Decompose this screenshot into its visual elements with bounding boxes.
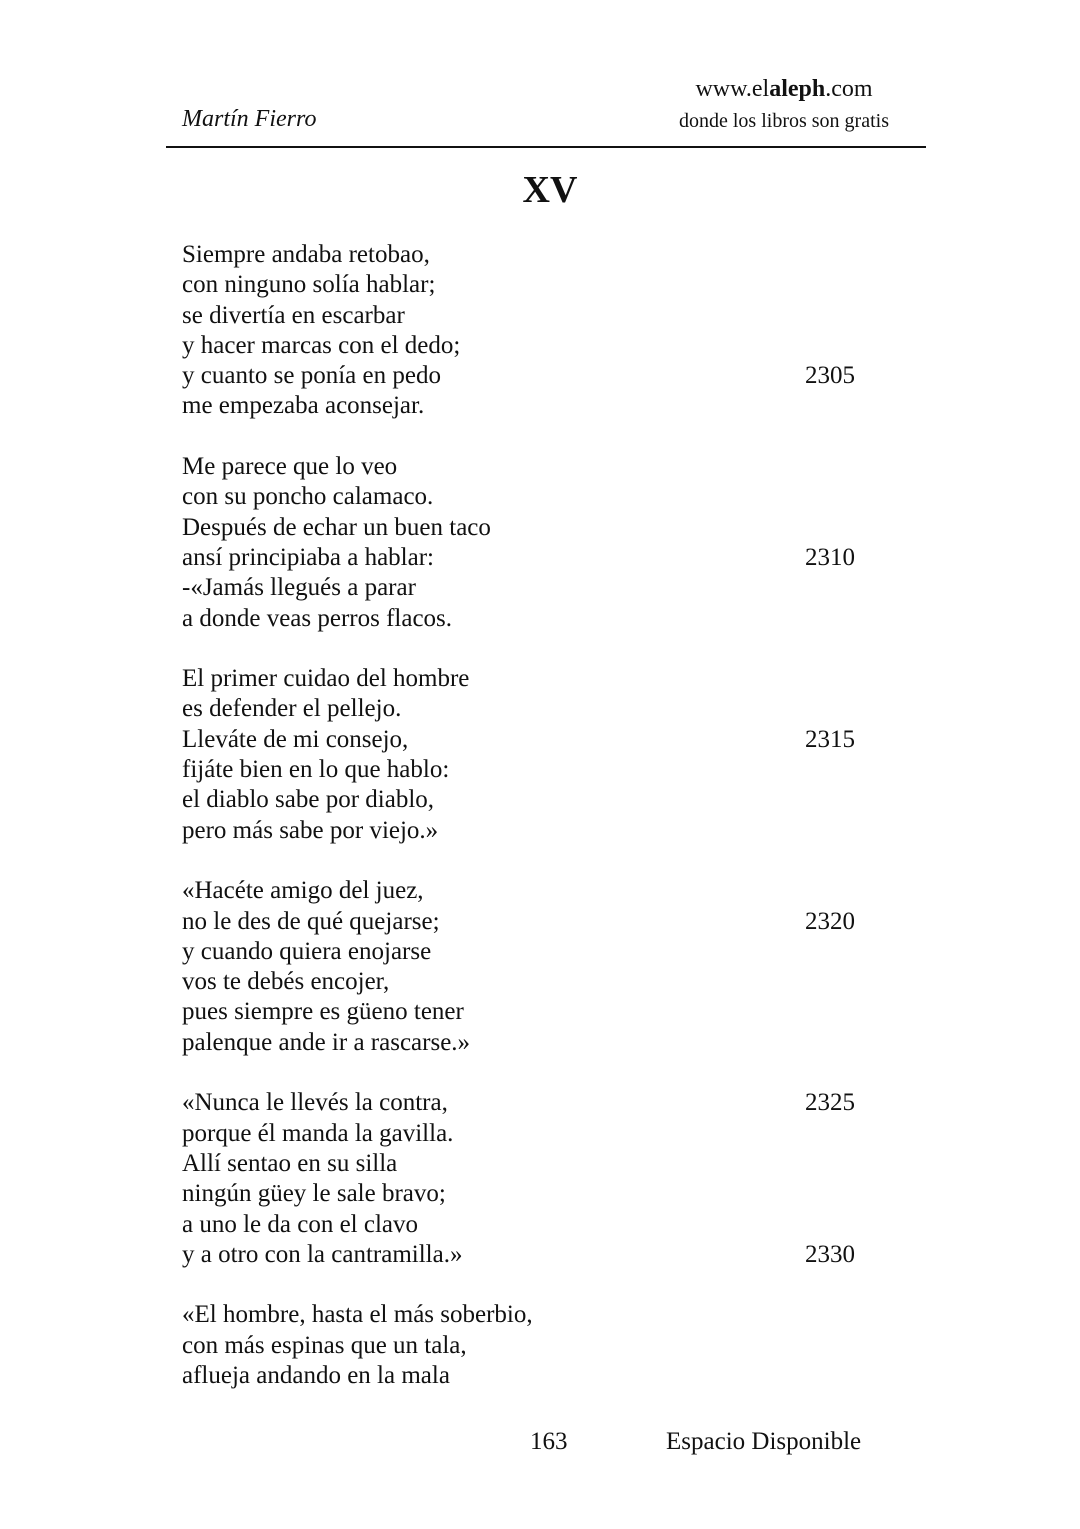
verse-text: con ninguno solía hablar; — [182, 271, 436, 299]
site-url[interactable] — [640, 74, 928, 104]
verse-text: Allí sentao en su silla — [182, 1149, 398, 1177]
verse-text: «El hombre, hasta el más soberbio, — [182, 1301, 533, 1329]
header-divider — [166, 146, 926, 148]
stanza — [182, 1300, 882, 1391]
verse-number: 2305 — [805, 362, 855, 390]
verse-number: 2315 — [805, 725, 855, 753]
verse-line — [182, 967, 882, 997]
stanza — [182, 1088, 882, 1270]
chapter-title: XV — [522, 169, 578, 211]
verse-text: con más espinas que un tala, — [182, 1331, 467, 1359]
verse-text: me empezaba aconsejar. — [182, 392, 425, 420]
verse-line — [182, 482, 882, 512]
site-tagline: donde los libros son gratis — [679, 110, 889, 132]
verse-text: y cuando quiera enojarse — [182, 937, 432, 965]
verse-text: ansí principiaba a hablar: — [182, 543, 434, 571]
verse-text: no le des de qué quejarse; — [182, 907, 440, 935]
ad-space-text: Espacio Disponible — [666, 1428, 862, 1455]
verse-text: fijáte bien en lo que hablo: — [182, 756, 450, 784]
verse-line — [182, 937, 882, 967]
verse-number: 2320 — [805, 907, 855, 935]
verse-line — [182, 1119, 882, 1149]
verse-line — [182, 997, 882, 1027]
page-number: 163 — [530, 1428, 568, 1455]
verse-line — [182, 1300, 882, 1330]
verse-line — [182, 755, 882, 785]
verse-text: es defender el pellejo. — [182, 695, 402, 723]
verse-line — [182, 1149, 882, 1179]
verse-line — [182, 876, 882, 906]
verse-line — [182, 1028, 882, 1058]
verse-line — [182, 240, 882, 270]
verse-line — [182, 1210, 882, 1240]
site-url-prefix: www.el — [695, 76, 770, 102]
verse-text: pues siempre es güeno tener — [182, 998, 464, 1026]
verse-text: a donde veas perros flacos. — [182, 604, 453, 632]
verse-line — [182, 785, 882, 815]
verse-number: 2310 — [805, 543, 855, 571]
verse-text: y a otro con la cantramilla.» — [182, 1240, 463, 1268]
verse-text: -«Jamás llegués a parar — [182, 574, 416, 602]
book-title: Martín Fierro — [182, 106, 317, 132]
verse-line — [182, 1331, 882, 1361]
verse-line — [182, 1088, 882, 1118]
verse-line — [182, 543, 882, 573]
verse-line — [182, 573, 882, 603]
verse-text: Siempre andaba retobao, — [182, 241, 430, 268]
verse-line — [182, 604, 882, 634]
verse-line — [182, 452, 882, 482]
verse-text: «Hacéte amigo del juez, — [182, 877, 424, 905]
verse-text: palenque ande ir a rascarse.» — [182, 1028, 471, 1056]
verse-line — [182, 1240, 882, 1270]
verse-text: porque él manda la gavilla. — [182, 1119, 454, 1147]
stanza — [182, 664, 882, 846]
stanza — [182, 876, 882, 1058]
verse-line — [182, 301, 882, 331]
site-url-brand: aleph — [769, 76, 826, 102]
site-url-suffix: .com — [825, 76, 873, 102]
stanza — [182, 240, 882, 422]
verse-text: y cuanto se ponía en pedo — [182, 362, 441, 390]
verse-text: y hacer marcas con el dedo; — [182, 331, 461, 359]
verse-text: El primer cuidao del hombre — [182, 665, 470, 693]
verse-text: pero más sabe por viejo.» — [182, 816, 439, 844]
verse-text: «Nunca le llevés la contra, — [182, 1089, 448, 1117]
verse-line — [182, 907, 882, 937]
verse-text: Después de echar un buen taco — [182, 513, 491, 541]
verse-line — [182, 391, 882, 421]
verse-line — [182, 664, 882, 694]
verse-text: a uno le da con el clavo — [182, 1210, 419, 1238]
verse-text: Lleváte de mi consejo, — [182, 725, 409, 753]
verse-line — [182, 513, 882, 543]
verse-line — [182, 1179, 882, 1209]
verse-line — [182, 816, 882, 846]
verse-text: ningún güey le sale bravo; — [182, 1180, 446, 1208]
verse-text: con su poncho calamaco. — [182, 483, 434, 511]
verse-line — [182, 694, 882, 724]
verse-text: se divertía en escarbar — [182, 301, 405, 329]
verse-line — [182, 725, 882, 755]
stanza — [182, 452, 882, 634]
verse-number: 2330 — [805, 1240, 855, 1268]
verse-text: el diablo sabe por diablo, — [182, 786, 435, 814]
verse-line — [182, 361, 882, 391]
verse-number: 2325 — [805, 1089, 855, 1117]
verse-line — [182, 331, 882, 361]
poem-body — [182, 240, 882, 1422]
verse-text: Me parece que lo veo — [182, 453, 398, 481]
verse-text: aflueja andando en la mala — [182, 1361, 450, 1389]
verse-text: vos te debés encojer, — [182, 968, 390, 996]
verse-line — [182, 270, 882, 300]
verse-line — [182, 1361, 882, 1391]
